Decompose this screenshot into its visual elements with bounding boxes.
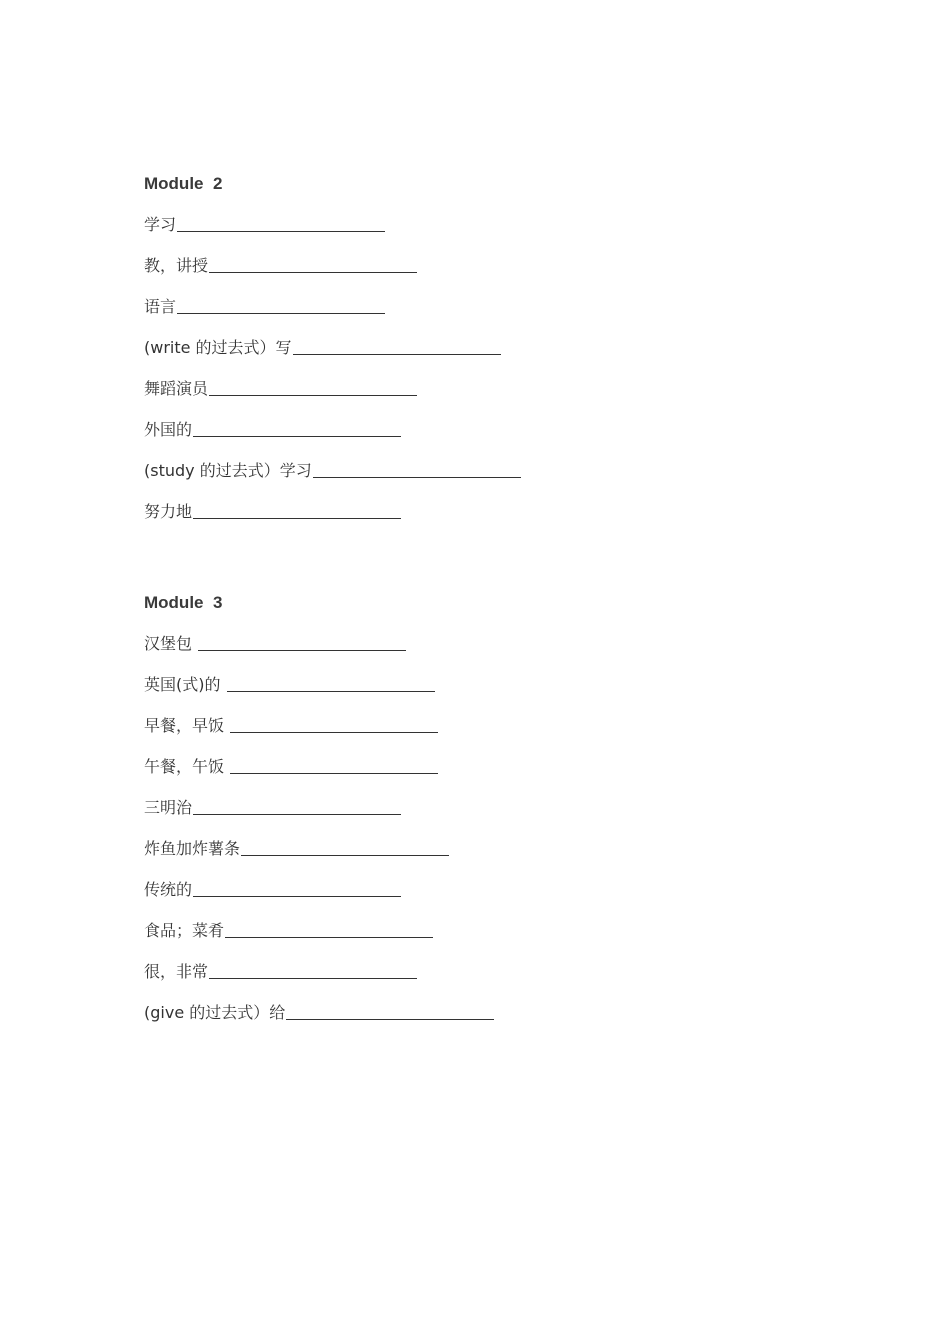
vocab-prompt: (give 的过去式）给 [144,1003,286,1022]
vocab-row [144,714,844,755]
vocab-prompt: 三明治 [144,798,193,817]
vocab-row [144,500,844,541]
answer-blank[interactable] [209,960,417,979]
vocab-prompt: 传统的 [144,880,193,899]
module-heading: Module 2 [144,174,223,193]
answer-blank[interactable] [230,755,438,774]
answer-blank[interactable] [193,418,401,437]
answer-blank[interactable] [177,295,385,314]
vocab-prompt: 炸鱼加炸薯条 [144,839,241,858]
answer-blank[interactable] [241,837,449,856]
vocab-prompt: 英国(式)的 [144,675,226,694]
vocab-row [144,878,844,919]
answer-blank[interactable] [209,254,417,273]
vocab-prompt: 教，讲授 [144,256,209,275]
answer-blank[interactable] [227,673,435,692]
vocab-row [144,960,844,1001]
vocab-row [144,295,844,336]
answer-blank[interactable] [286,1001,494,1020]
vocab-prompt: 很，非常 [144,962,209,981]
vocab-row [144,919,844,960]
module-heading: Module 3 [144,593,223,612]
answer-blank[interactable] [177,213,385,232]
vocab-prompt: (study 的过去式）学习 [144,461,312,480]
vocab-prompt: 早餐，早饭 [144,716,230,735]
vocab-prompt: 食品；菜肴 [144,921,225,940]
module-3-section [144,591,844,1042]
vocab-row [144,755,844,796]
answer-blank[interactable] [225,919,433,938]
vocab-prompt: 外国的 [144,420,193,439]
vocab-row [144,673,844,714]
vocab-row [144,336,844,377]
vocab-row [144,459,844,500]
vocab-prompt: (write 的过去式）写 [144,338,292,357]
vocab-prompt: 努力地 [144,502,193,521]
vocab-row [144,796,844,837]
module-2-section [144,172,844,541]
vocab-prompt: 学习 [144,215,177,234]
vocab-row [144,213,844,254]
answer-blank[interactable] [193,878,401,897]
vocab-row [144,254,844,295]
vocab-prompt: 语言 [144,297,177,316]
vocab-row [144,837,844,878]
vocab-row [144,632,844,673]
vocab-row [144,377,844,418]
answer-blank[interactable] [198,632,406,651]
vocab-row [144,418,844,459]
answer-blank[interactable] [293,336,501,355]
answer-blank[interactable] [230,714,438,733]
answer-blank[interactable] [209,377,417,396]
vocab-row [144,1001,844,1042]
vocab-prompt: 舞蹈演员 [144,379,209,398]
vocab-prompt: 午餐，午饭 [144,757,230,776]
vocab-prompt: 汉堡包 [144,634,198,653]
answer-blank[interactable] [193,796,401,815]
answer-blank[interactable] [313,459,521,478]
answer-blank[interactable] [193,500,401,519]
